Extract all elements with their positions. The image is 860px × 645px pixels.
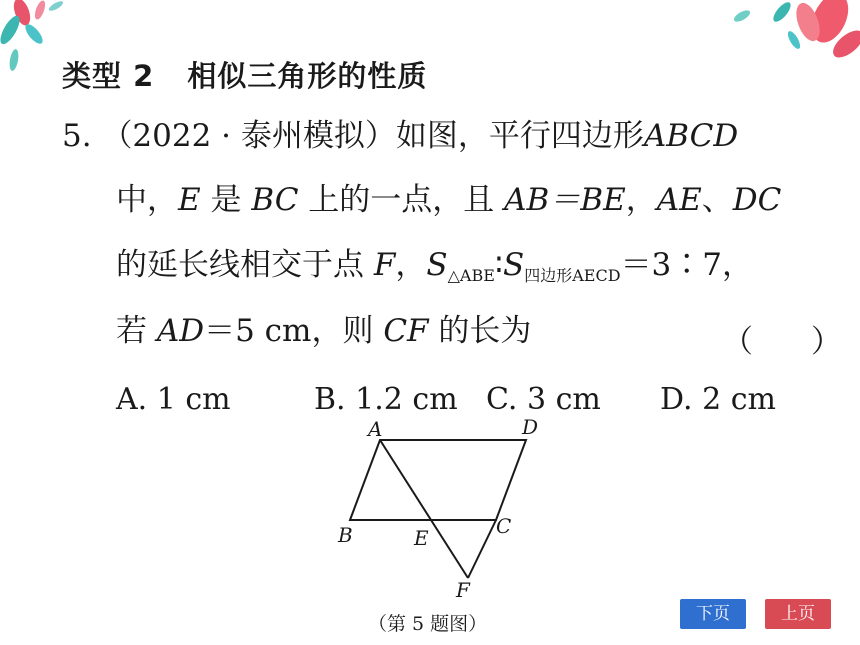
geometry-figure — [330, 412, 539, 607]
question-line-1: 5. （2022 · 泰州模拟）如图，平行四边形ABCD — [62, 118, 739, 154]
question-source: （2022 · 泰州模拟） — [101, 118, 396, 154]
subscript-aecd: 四边形AECD — [524, 266, 621, 285]
section-name: 相似三角形的性质 — [187, 59, 428, 93]
answer-blank: （ ） — [722, 324, 842, 360]
label-c: C — [496, 514, 512, 538]
subscript-abe: △ABE — [447, 266, 495, 285]
label-f: F — [456, 578, 470, 602]
option-c: C. 3 cm — [486, 382, 601, 417]
label-b: B — [338, 523, 353, 547]
previous-page-button[interactable]: 上页 — [765, 599, 831, 629]
section-number: 2 — [133, 59, 155, 93]
label-e: E — [414, 526, 429, 550]
segment-cf — [468, 520, 496, 578]
question-line-4: 若 AD＝5 cm，则 CF 的长为 — [116, 313, 532, 349]
segment-af — [380, 440, 468, 578]
section-title — [62, 54, 427, 95]
option-d: D. 2 cm — [660, 382, 776, 417]
parallelogram-abcd — [350, 440, 526, 520]
question-line-3: 的延长线相交于点 F，$S_{\triangle ABE}∶S_{四边形AECD}=3∶7$， — [116, 247, 754, 285]
figure-caption: （第 5 题图） — [368, 613, 488, 635]
label-a: A — [368, 417, 383, 441]
section-label: 类型 — [62, 59, 123, 93]
next-page-button[interactable]: 下页 — [680, 599, 746, 629]
option-b: B. 1.2 cm — [314, 382, 458, 417]
question-line-2: 中，E 是 BC 上的一点，且 AB＝BE，AE、DC — [116, 182, 782, 218]
question-number: 5. — [62, 118, 92, 154]
label-d: D — [522, 415, 539, 439]
option-a: A. 1 cm — [116, 382, 231, 417]
flower-decoration-icon — [720, 0, 860, 80]
